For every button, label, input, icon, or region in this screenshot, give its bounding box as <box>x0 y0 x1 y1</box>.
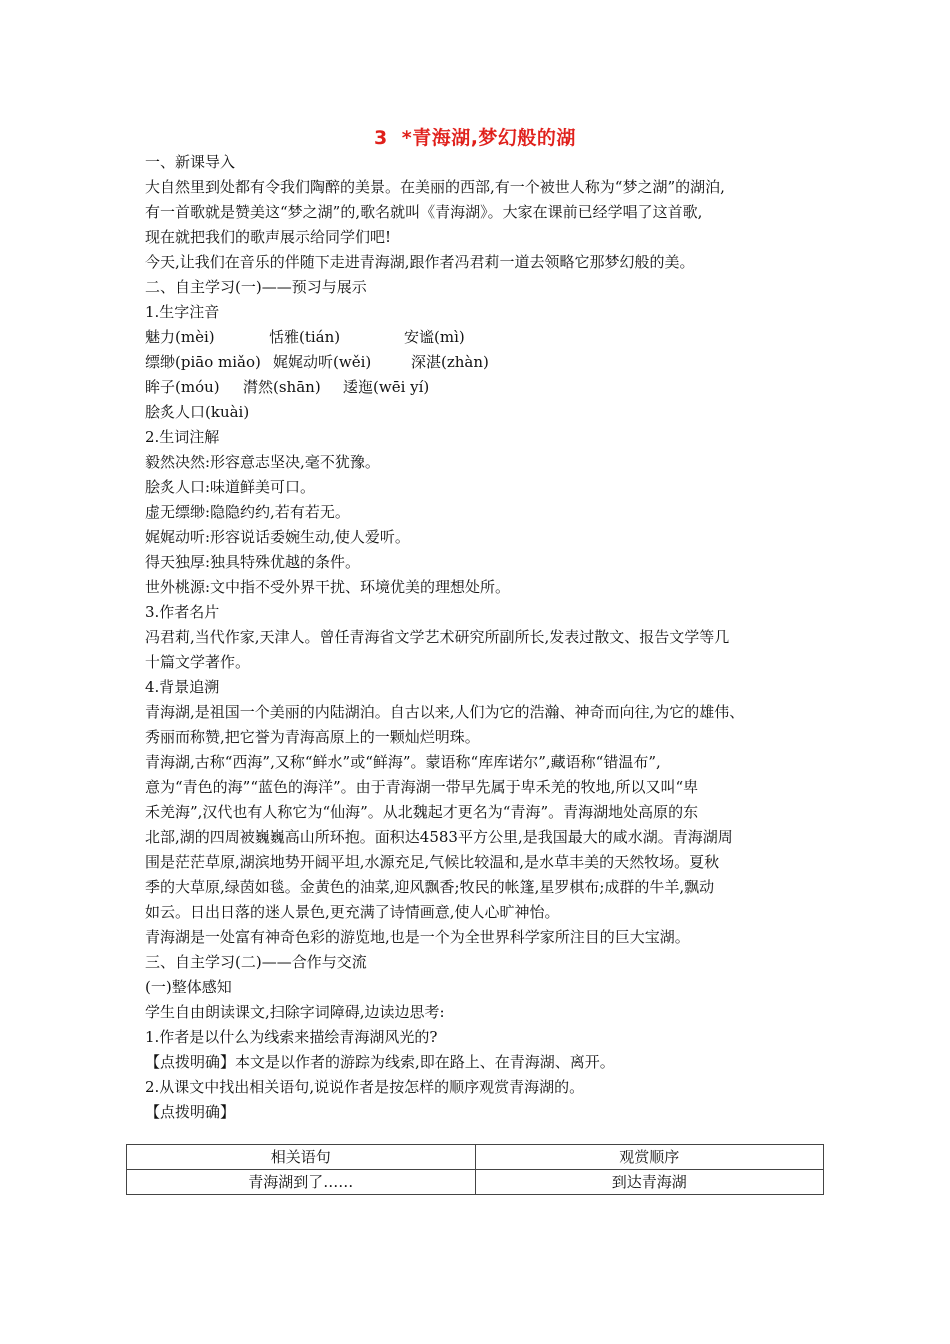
pinyin-item: 恬雅(tián) <box>269 328 341 346</box>
paragraph-line: 如云。日出日落的迷人景色,更充满了诗情画意,使人心旷神怡。 <box>145 903 560 921</box>
paragraph-line: 现在就把我们的歌声展示给同学们吧! <box>145 228 392 246</box>
lesson-number: 3 <box>374 127 388 149</box>
pinyin-row <box>145 325 835 350</box>
paragraph-line: 今天,让我们在音乐的伴随下走进青海湖,跟作者冯君莉一道去领略它那梦幻般的美。 <box>145 253 695 271</box>
paragraph-line: 意为“青色的海”“蓝色的海洋”。由于青海湖一带早先属于卑禾羌的牧地,所以又叫“卑 <box>145 778 699 796</box>
pinyin-item: 魅力(mèi) <box>145 328 215 346</box>
paragraph-line: 禾羌海”,汉代也有人称它为“仙海”。从北魏起才更名为“青海”。青海湖地处高原的东 <box>145 803 699 821</box>
paragraph-line: 十篇文学著作。 <box>145 653 251 671</box>
subsection-heading: 2.生词注解 <box>145 428 220 446</box>
pinyin-row <box>145 375 835 400</box>
paragraph-line: 秀丽而称赞,把它誉为青海高原上的一颗灿烂明珠。 <box>145 728 480 746</box>
subsection-heading: (一)整体感知 <box>145 978 232 996</box>
subsection-heading: 4.背景追溯 <box>145 678 220 696</box>
section-heading: 三、自主学习(二)——合作与交流 <box>145 953 367 971</box>
answer-line: 【点拨明确】 <box>145 1103 236 1121</box>
table-header-cell: 观赏顺序 <box>475 1145 824 1170</box>
body-text <box>145 150 835 1125</box>
table-header-cell: 相关语句 <box>127 1145 476 1170</box>
paragraph-line: 青海湖是一处富有神奇色彩的游览地,也是一个为全世界科学家所注目的巨大宝湖。 <box>145 928 690 946</box>
table-cell: 青海湖到了…… <box>127 1170 476 1195</box>
section-heading: 一、新课导入 <box>145 153 236 171</box>
lesson-title: *青海湖,梦幻般的湖 <box>401 127 576 149</box>
pinyin-item: 安谧(mì) <box>404 328 465 346</box>
paragraph-line: 青海湖,古称“西海”,又称“鲜水”或“鲜海”。蒙语称“库库诺尔”,藏语称“错温布”, <box>145 753 661 771</box>
definition-line: 娓娓动听:形容说话委婉生动,使人爱听。 <box>145 528 410 546</box>
paragraph-line: 季的大草原,绿茵如毯。金黄色的油菜,迎风飘香;牧民的帐篷,星罗棋布;成群的牛羊,飘动 <box>145 878 715 896</box>
pinyin-item: 眸子(móu) <box>145 378 220 396</box>
section-heading: 二、自主学习(一)——预习与展示 <box>145 278 367 296</box>
answer-line: 【点拨明确】本文是以作者的游踪为线索,即在路上、在青海湖、离开。 <box>145 1053 615 1071</box>
paragraph-line: 围是茫茫草原,湖滨地势开阔平坦,水源充足,气候比较温和,是水草丰美的天然牧场。夏秋 <box>145 853 720 871</box>
paragraph-line: 学生自由朗读课文,扫除字词障碍,边读边思考: <box>145 1003 445 1021</box>
pinyin-row <box>145 350 835 375</box>
paragraph-line: 冯君莉,当代作家,天津人。曾任青海省文学艺术研究所副所长,发表过散文、报告文学等几 <box>145 628 730 646</box>
paragraph-line: 青海湖,是祖国一个美丽的内陆湖泊。自古以来,人们为它的浩瀚、神奇而向往,为它的雄伟、 <box>145 703 745 721</box>
table-row <box>127 1170 824 1195</box>
definition-line: 世外桃源:文中指不受外界干扰、环境优美的理想处所。 <box>145 578 511 596</box>
definition-line: 得天独厚:独具特殊优越的条件。 <box>145 553 361 571</box>
paragraph-line: 大自然里到处都有令我们陶醉的美景。在美丽的西部,有一个被世人称为“梦之湖”的湖泊, <box>145 178 725 196</box>
viewing-order-table <box>126 1144 824 1195</box>
pinyin-item: 潸然(shān) <box>243 378 321 396</box>
pinyin-item: 深湛(zhàn) <box>411 353 489 371</box>
pinyin-item: 逶迤(wēi yí) <box>343 378 430 396</box>
paragraph-line: 北部,湖的四周被巍巍高山所环抱。面积达4583平方公里,是我国最大的咸水湖。青海湖周 <box>145 828 733 846</box>
pinyin-row <box>145 400 835 425</box>
definition-line: 脍炙人口:味道鲜美可口。 <box>145 478 316 496</box>
pinyin-item: 缥缈(piāo miǎo) <box>145 353 261 371</box>
page-title <box>0 124 950 152</box>
definition-line: 虚无缥缈:隐隐约约,若有若无。 <box>145 503 350 521</box>
pinyin-item: 娓娓动听(wěi) <box>273 353 372 371</box>
question-line: 1.作者是以什么为线索来描绘青海湖风光的? <box>145 1028 438 1046</box>
table-header-row <box>127 1145 824 1170</box>
subsection-heading: 3.作者名片 <box>145 603 220 621</box>
table-cell: 到达青海湖 <box>475 1170 824 1195</box>
pinyin-item: 脍炙人口(kuài) <box>145 403 250 421</box>
definition-line: 毅然决然:形容意志坚决,毫不犹豫。 <box>145 453 380 471</box>
subsection-heading: 1.生字注音 <box>145 303 220 321</box>
question-line: 2.从课文中找出相关语句,说说作者是按怎样的顺序观赏青海湖的。 <box>145 1078 585 1096</box>
paragraph-line: 有一首歌就是赞美这“梦之湖”的,歌名就叫《青海湖》。大家在课前已经学唱了这首歌, <box>145 203 703 221</box>
